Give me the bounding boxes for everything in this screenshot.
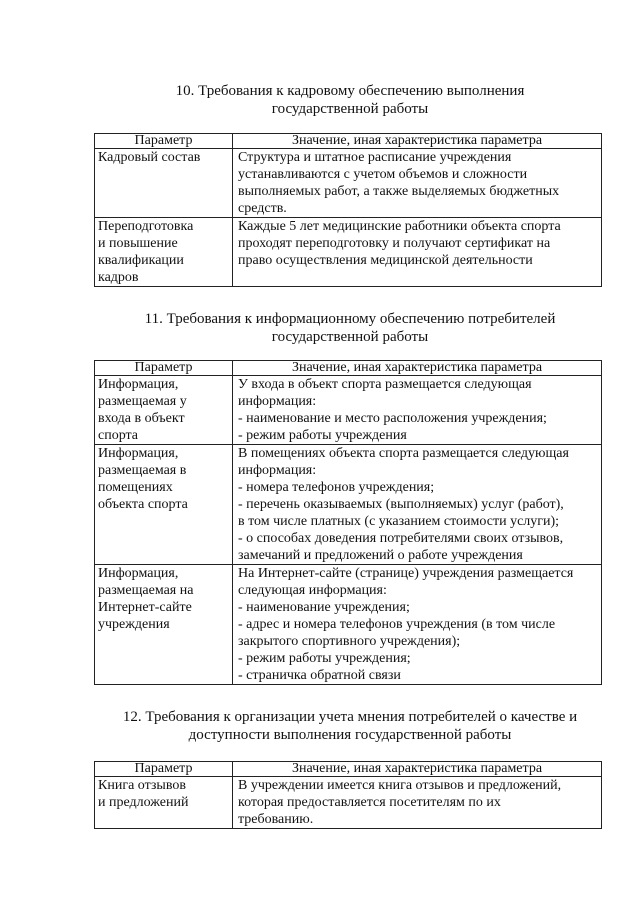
table-row (95, 218, 602, 287)
column-header-param: Параметр (95, 134, 233, 149)
column-header-param: Параметр (95, 361, 233, 376)
table-header-row (95, 762, 602, 777)
table-row (95, 777, 602, 829)
value-cell: Каждые 5 лет медицинские работники объекта спорта проходят переподготовку и получают сертификат на право осуществления медицинской деятельности (233, 218, 602, 287)
value-cell: В помещениях объекта спорта размещается следующая информация: - номера телефонов учреждения; - перечень оказываемых (выполняемых) услуг (работ), в том числе платных (с указанием стоимости услуги); - о способах доведения потребителями своих отзывов, замечаний и предложений о работе учреждения (233, 445, 602, 565)
param-cell: Информация, размещаемая на Интернет-сайте учреждения (95, 565, 233, 685)
section-10-table (94, 133, 602, 287)
table-row (95, 376, 602, 445)
table-header-row (95, 361, 602, 376)
column-header-value: Значение, иная характеристика параметра (233, 762, 602, 777)
param-cell: Информация, размещаемая у входа в объект спорта (95, 376, 233, 445)
section-12-title: 12. Требования к организации учета мнения потребителей о качестве и доступности выполнения государственной работы (122, 709, 578, 743)
param-cell: Книга отзывов и предложений (95, 777, 233, 829)
value-cell: В учреждении имеется книга отзывов и предложений, которая предоставляется посетителям по их требованию. (233, 777, 602, 829)
value-cell: На Интернет-сайте (странице) учреждения размещается следующая информация: - наименование учреждения; - адрес и номера телефонов учреждения (в том числе закрытого спортивного учреждения); - режим работы учреждения; - страничка обратной связи (233, 565, 602, 685)
column-header-param: Параметр (95, 762, 233, 777)
section-12-table (94, 761, 602, 829)
value-cell: У входа в объект спорта размещается следующая информация: - наименование и место расположения учреждения; - режим работы учреждения (233, 376, 602, 445)
param-cell: Кадровый состав (95, 149, 233, 218)
section-10-title: 10. Требования к кадровому обеспечению выполнения государственной работы (175, 83, 525, 117)
value-cell: Структура и штатное расписание учреждения устанавливаются с учетом объемов и сложности выполняемых работ, а также выделяемых бюджетных средств. (233, 149, 602, 218)
param-cell: Переподготовка и повышение квалификации кадров (95, 218, 233, 287)
section-11-title: 11. Требования к информационному обеспечению потребителей государственной работы (144, 311, 556, 345)
table-row (95, 565, 602, 685)
section-11-table (94, 360, 602, 685)
table-row (95, 149, 602, 218)
column-header-value: Значение, иная характеристика параметра (233, 134, 602, 149)
column-header-value: Значение, иная характеристика параметра (233, 361, 602, 376)
table-header-row (95, 134, 602, 149)
table-row (95, 445, 602, 565)
param-cell: Информация, размещаемая в помещениях объекта спорта (95, 445, 233, 565)
